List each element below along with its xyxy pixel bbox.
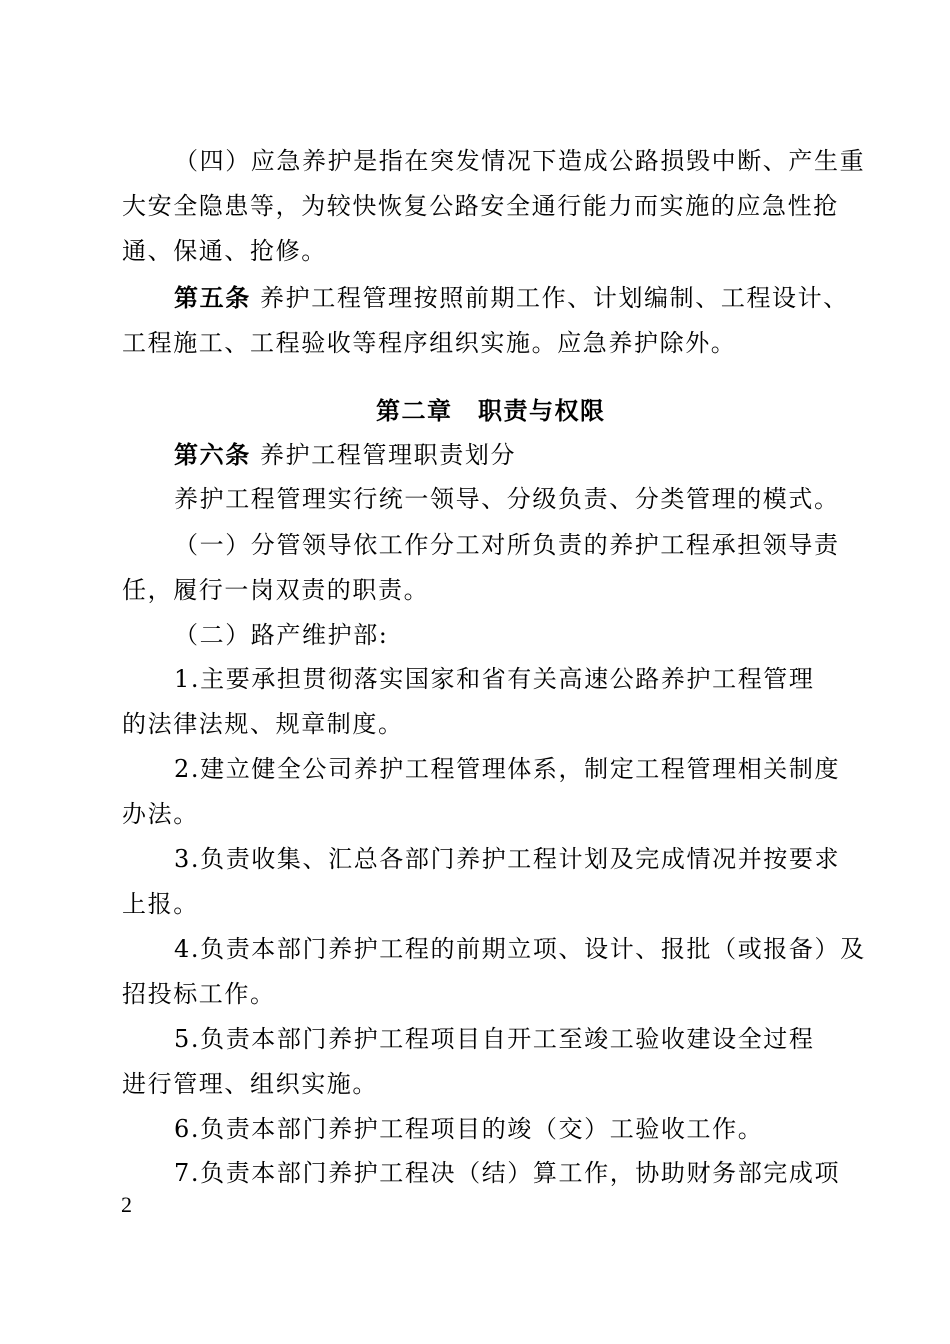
body-line-2: （一）分管领导依工作分工对所负责的养护工程承担领导责 bbox=[174, 531, 840, 559]
body-line-13: 5.负责本部门养护工程项目自开工至竣工验收建设全过程 bbox=[174, 1025, 815, 1053]
body-line-12: 招投标工作。 bbox=[122, 980, 276, 1008]
body-line-5: 1.主要承担贯彻落实国家和省有关高速公路养护工程管理 bbox=[174, 665, 815, 693]
paragraph-emergency-line-2: 大安全隐患等，为较快恢复公路安全通行能力而实施的应急性抢 bbox=[122, 192, 839, 220]
body-line-8: 办法。 bbox=[122, 800, 199, 828]
page-number: 2 bbox=[121, 1192, 132, 1217]
body-line-14: 进行管理、组织实施。 bbox=[122, 1070, 378, 1098]
paragraph-emergency-line-3: 通、保通、抢修。 bbox=[122, 237, 327, 265]
body-line-3: 任，履行一岗双责的职责。 bbox=[122, 576, 430, 604]
body-line-9: 3.负责收集、汇总各部门养护工程计划及完成情况并按要求 bbox=[174, 845, 841, 873]
article-6-label: 第六条 bbox=[174, 441, 251, 469]
chapter-heading: 第二章 职责与权限 bbox=[376, 397, 606, 425]
article-6-title: 养护工程管理职责划分 bbox=[260, 441, 517, 469]
body-line-16: 7.负责本部门养护工程决（结）算工作，协助财务部完成项 bbox=[174, 1159, 841, 1187]
body-line-11: 4.负责本部门养护工程的前期立项、设计、报批（或报备）及 bbox=[174, 935, 866, 963]
article-5-label: 第五条 bbox=[174, 284, 251, 312]
paragraph-emergency-line-1: （四）应急养护是指在突发情况下造成公路损毁中断、产生重 bbox=[174, 147, 866, 175]
article-5-line-2: 工程施工、工程验收等程序组织实施。应急养护除外。 bbox=[122, 329, 737, 357]
body-line-15: 6.负责本部门养护工程项目的竣（交）工验收工作。 bbox=[174, 1115, 764, 1143]
article-5-text-1: 养护工程管理按照前期工作、计划编制、工程设计、 bbox=[260, 284, 849, 312]
article-6-heading-line bbox=[174, 440, 516, 470]
body-line-10: 上报。 bbox=[122, 890, 199, 918]
body-line-6: 的法律法规、规章制度。 bbox=[122, 710, 404, 738]
body-line-1: 养护工程管理实行统一领导、分级负责、分类管理的模式。 bbox=[174, 485, 840, 513]
body-line-7: 2.建立健全公司养护工程管理体系，制定工程管理相关制度 bbox=[174, 755, 841, 783]
article-5-line-1 bbox=[174, 283, 849, 313]
body-line-4: （二）路产维护部: bbox=[174, 621, 389, 649]
